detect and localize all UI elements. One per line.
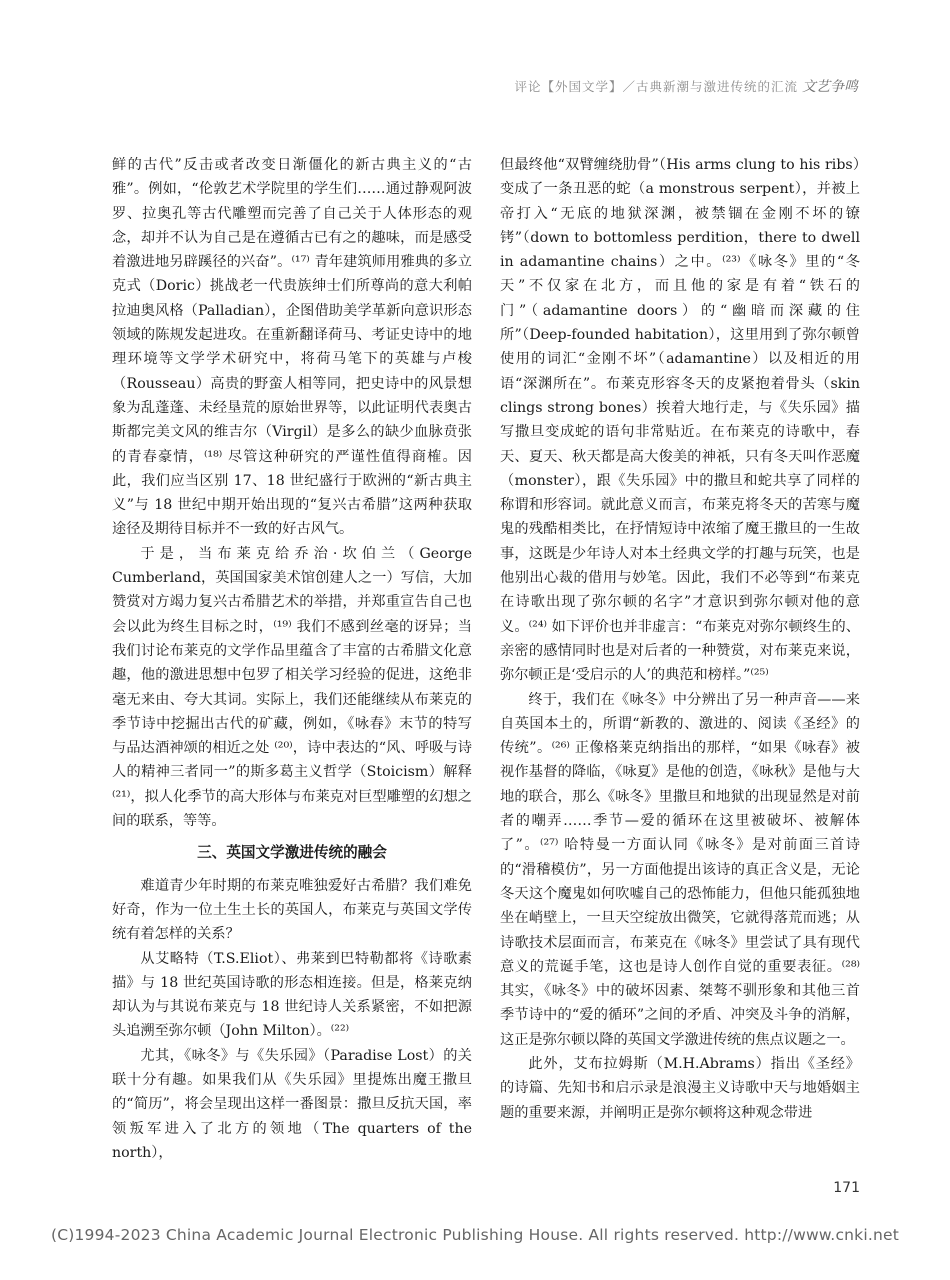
right-column: [500, 153, 860, 1125]
paragraph: 尤其，《咏冬》与《失乐园》（Paradise Lost）的关联十分有趣。如果我们从《失乐园》里提炼出魔王撒旦的“简历”，将会呈现出这样一番图景：撒旦反抗天国，率领叛军进入了北方的领地（The quarters of the north），: [112, 1047, 472, 1161]
journal-breadcrumb: 评论【外国文学】／古典新潮与激进传统的汇流: [514, 79, 798, 94]
paragraph: 于是，当布莱克给乔治·坎伯兰（George Cumberland，英国国家美术馆创建人之一）写信，大加赞赏对方竭力复兴古希腊艺术的举措，并郑重宣告自己也会以此为终生目标之时，⁽¹⁹⁾ 我们不感到丝毫的讶异；当我们讨论布莱克的文学作品里蕴含了丰富的古希腊文化意趣，他的激进思想中包罗了相关学习经验的促进，这绝非毫无来由、夸大其词。实际上，我们还能继续从布莱克的季节诗中挖掘出古代的矿藏，例如，《咏春》末节的特写与品达酒神颂的相近之处 ⁽²⁰⁾，诗中表达的“风、呼吸与诗人的精神三者同一”的斯多葛主义哲学（Stoicism）解释 ⁽²¹⁾，拟人化季节的高大形体与布莱克对巨型雕塑的幻想之间的联系，等等。: [112, 545, 472, 830]
paragraph: 但最终他“双臂缠绕肋骨”（His arms clung to his ribs）变成了一条丑恶的蛇（a monstrous serpent），并被上帝打入“无底的地狱深渊，被禁锢在金刚不坏的镣铐”（down to bottomless perdition，there to dwell in adamantine chains）之中。⁽²³⁾《咏冬》里的“冬天”不仅家在北方，而且他的家是有着“铁石的门”（adamantine doors）的“幽暗而深藏的住所”（Deep-founded habitation），这里用到了弥尔顿曾使用的词汇“金刚不坏”（adamantine）以及相近的用语“深渊所在”。布莱克形容冬天的皮紧抱着骨头（skin clings strong bones）挨着大地行走，与《失乐园》描写撒旦变成蛇的语句非常贴近。在布莱克的诗歌中，春天、夏天、秋天都是高大俊美的神祇，只有冬天叫作恶魔（monster），跟《失乐园》中的撒旦和蛇共享了同样的称谓和形容词。就此意义而言，布莱克将冬天的苦寒与魔鬼的残酷相类比，在抒情短诗中浓缩了魔王撒旦的一生故事，这既是少年诗人对本土经典文学的打趣与玩笑，也是他别出心裁的借用与妙笔。因此，我们不必等到“布莱克在诗歌出现了弥尔顿的名字”才意识到弥尔顿对他的意义。⁽²⁴⁾ 如下评价也并非虚言：“布莱克对弥尔顿终生的、亲密的感情同时也是对后者的一种赞赏，对布莱克来说，弥尔顿正是‘受启示的人’的典范和榜样。”⁽²⁵⁾: [500, 157, 860, 684]
paragraph: 从艾略特（T.S.Eliot）、弗莱到巴特勒都将《诗歌素描》与 18 世纪英国诗歌的形态相连接。但是，格莱克纳却认为与其说布莱克与 18 世纪诗人关系紧密，不如把源头追溯至弥尔顿（John Milton）。⁽²²⁾: [112, 950, 472, 1040]
copyright-footer: (C)1994-2023 China Academic Journal Electronic Publishing House. All rights reserved. http://www.cnki.net: [50, 1226, 900, 1244]
paragraph: 鲜的古代”反击或者改变日渐僵化的新古典主义的“古雅”。例如，“伦敦艺术学院里的学生们……通过静观阿波罗、拉奥孔等古代雕塑而完善了自己关于人体形态的观念，却并不认为自己是在遵循古已有之的趣味，而是感受着激进地另辟蹊径的兴奋”。⁽¹⁷⁾ 青年建筑师用雅典的多立克式（Doric）挑战老一代贵族绅士们所尊尚的意大利帕拉迪奥风格（Palladian），企图借助美学革新向意识形态领域的陈规发起进攻。在重新翻译荷马、考证史诗中的地理环境等文学学术研究中，将荷马笔下的英雄与卢梭（Rousseau）高贵的野蛮人相等同，把史诗中的风景想象为乱蓬蓬、未经垦荒的原始世界等，以此证明代表奥古斯都完美文风的维吉尔（Virgil）是多么的缺少血脉贲张的青春豪情，⁽¹⁸⁾ 尽管这种研究的严谨性值得商榷。因此，我们应当区别 17、18 世纪盛行于欧洲的“新古典主义”与 18 世纪中期开始出现的“复兴古希腊”这两种获取途径及期待目标并不一致的好古风气。: [112, 157, 472, 538]
section-heading: 三、英国文学激进传统的融会: [197, 844, 387, 862]
left-column: [112, 153, 472, 1165]
paragraph: 终于，我们在《咏冬》中分辨出了另一种声音——来自英国本土的，所谓“新教的、激进的、阅读《圣经》的传统”。⁽²⁶⁾ 正像格莱克纳指出的那样，“如果《咏春》被视作基督的降临，《咏夏》是他的创造，《咏秋》是他与大地的联合，那么《咏冬》里撒旦和地狱的出现显然是对前者的嘲弄……季节—爱的循环在这里被破坏、被解体了”。⁽²⁷⁾ 哈特曼一方面认同《咏冬》是对前面三首诗的“滑稽模仿”，另一方面他提出该诗的真正含义是，无论冬天这个魔鬼如何吹嘘自己的恐怖能力，但他只能孤独地坐在峭壁上，一旦天空绽放出微笑，它就得落荒而逃；从诗歌技术层面而言，布莱克在《咏冬》里尝试了具有现代意义的荒诞手笔，这也是诗人创作自觉的重要表征。⁽²⁸⁾ 其实，《咏冬》中的破坏因素、桀骜不驯形象和其他三首季节诗中的“爱的循环”之间的矛盾、冲突及斗争的消解，这正是弥尔顿以降的英国文学激进传统的焦点议题之一。: [500, 691, 860, 1048]
running-header: [514, 76, 858, 96]
journal-logo: 文艺争鸣: [802, 79, 858, 95]
paragraph: 此外，艾布拉姆斯（M.H.Abrams）指出《圣经》的诗篇、先知书和启示录是浪漫主义诗歌中天与地婚姻主题的重要来源，并阐明正是弥尔顿将这种观念带进: [500, 1055, 860, 1121]
page-number: 171: [833, 1180, 860, 1196]
paragraph: 难道青少年时期的布莱克唯独爱好古希腊？我们难免好奇，作为一位土生土长的英国人，布莱克与英国文学传统有着怎样的关系？: [112, 877, 472, 943]
